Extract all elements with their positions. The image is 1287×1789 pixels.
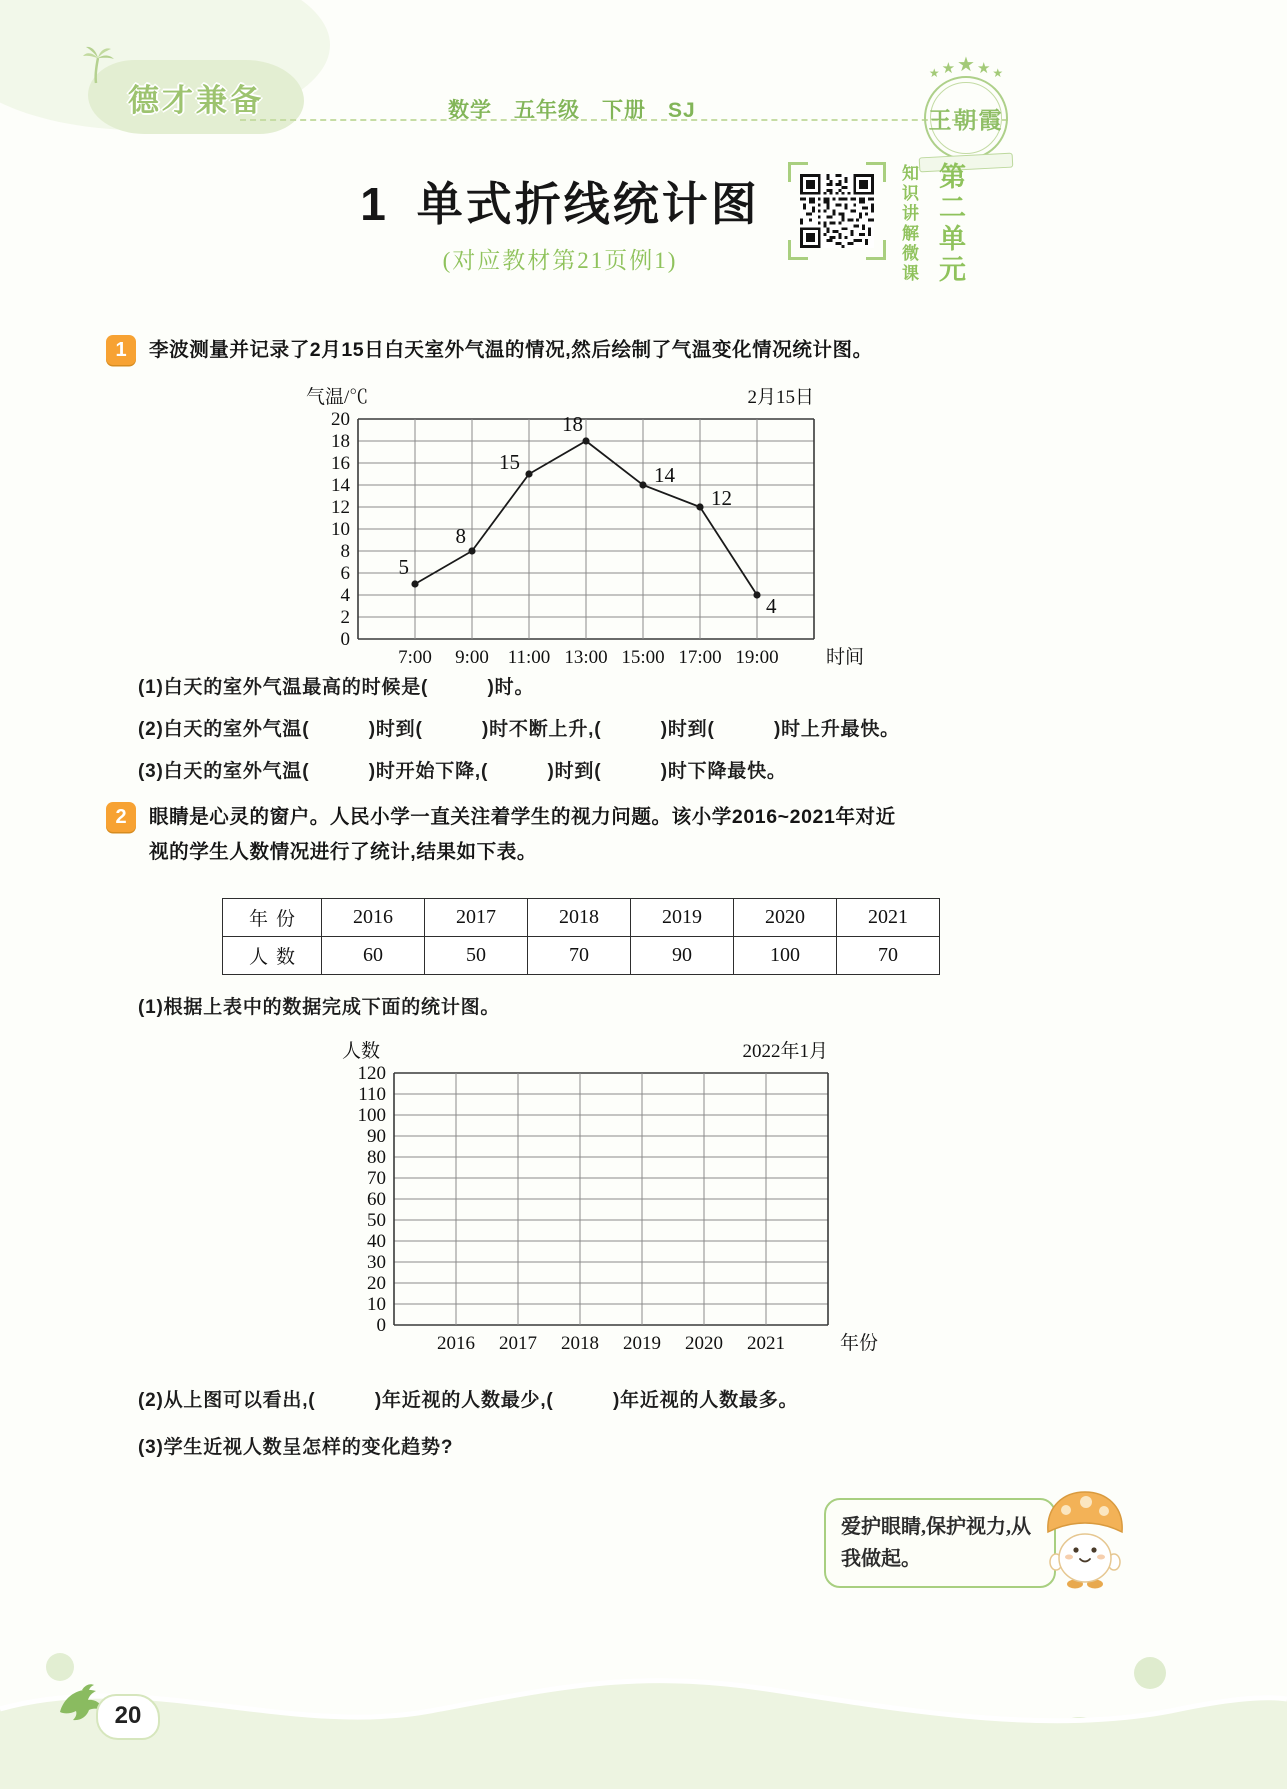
x-tick-label: 7:00	[398, 647, 432, 668]
page-title-text: 单式折线统计图	[416, 178, 760, 230]
table-cell: 70	[837, 937, 940, 975]
x-axis-title: 年份	[840, 1333, 879, 1354]
x-tick-label: 11:00	[507, 647, 551, 668]
problem-2-sub-question-1: (1)根据上表中的数据完成下面的统计图。	[138, 997, 501, 1018]
x-tick-label: 19:00	[735, 647, 779, 668]
y-axis-title: 气温/℃	[306, 387, 369, 408]
publisher-badge-name: 王朝霞	[928, 107, 1004, 133]
table-row-header: 年份	[223, 899, 322, 937]
temperature-line-chart	[276, 372, 866, 682]
x-tick-label: 2018	[561, 1333, 599, 1354]
x-tick-label: 17:00	[678, 647, 722, 668]
bottom-wave-decoration	[0, 1639, 1287, 1789]
mushroom-character-icon	[1042, 1486, 1128, 1598]
page-title-number: 1	[360, 178, 389, 230]
data-point	[582, 437, 589, 444]
y-tick-label: 0	[376, 1315, 386, 1336]
y-tick-label: 20	[331, 409, 350, 430]
data-point-label: 15	[499, 450, 520, 474]
data-point-label: 5	[398, 555, 409, 579]
page-number-text: 20	[114, 1702, 142, 1729]
data-point-label: 4	[766, 594, 777, 618]
problem-1-text: 李波测量并记录了2月15日白天室外气温的情况,然后绘制了气温变化情况统计图。	[149, 339, 873, 361]
problem-1-question-3: (3)白天的室外气温( )时开始下降,( )时到( )时下降最快。	[138, 761, 787, 782]
y-tick-label: 10	[367, 1294, 386, 1315]
y-tick-label: 40	[367, 1231, 386, 1252]
x-tick-label: 13:00	[564, 647, 608, 668]
stats-table	[222, 898, 940, 975]
y-tick-label: 120	[357, 1063, 386, 1084]
problem-1-question-2: (2)白天的室外气温( )时到( )时不断上升,( )时到( )时上升最快。	[138, 719, 900, 740]
y-axis-title: 人数	[342, 1041, 381, 1062]
data-point	[639, 481, 646, 488]
x-tick-label: 2020	[685, 1333, 723, 1354]
publisher-badge	[903, 52, 1029, 170]
qr-code	[788, 162, 886, 260]
x-axis-title: 时间	[826, 647, 865, 668]
empty-line-chart-grid	[318, 1028, 898, 1388]
y-tick-label: 10	[331, 519, 350, 540]
data-point	[411, 580, 418, 587]
y-tick-label: 12	[331, 497, 350, 518]
problem-2-question-3: (3)学生近视人数呈怎样的变化趋势?	[138, 1437, 454, 1458]
publisher-badge-circle	[924, 76, 1008, 160]
page-number	[96, 1694, 160, 1740]
y-tick-label: 110	[358, 1084, 386, 1105]
chart-title: 2022年1月	[742, 1041, 828, 1062]
problem-2-question-2: (2)从上图可以看出,( )年近视的人数最少,( )年近视的人数最多。	[138, 1390, 799, 1411]
problem-2-text: 眼睛是心灵的窗户。人民小学一直关注着学生的视力问题。该小学2016~2021年对近视的学生人数情况进行了统计,结果如下表。	[149, 806, 896, 863]
table-cell: 90	[631, 937, 734, 975]
y-tick-label: 30	[367, 1252, 386, 1273]
stars-icon: ★ ★ ★ ★ ★	[928, 54, 1004, 80]
y-tick-label: 70	[367, 1168, 386, 1189]
chart-title: 2月15日	[747, 387, 814, 408]
mascot-speech-bubble	[824, 1498, 1056, 1588]
problem-2	[106, 800, 907, 870]
header-course-label: 数学 五年级 下册 SJ	[448, 99, 696, 122]
y-tick-label: 4	[340, 585, 350, 606]
palm-tree-icon	[82, 44, 116, 84]
y-tick-label: 2	[340, 607, 350, 628]
data-point	[468, 547, 475, 554]
table-cell: 2020	[734, 899, 837, 937]
x-tick-label: 15:00	[621, 647, 665, 668]
table-row-header: 人数	[223, 937, 322, 975]
data-point-label: 18	[562, 412, 583, 436]
qr-caption-unit: 第二单元	[935, 162, 965, 286]
x-tick-label: 2016	[437, 1333, 475, 1354]
problem-1-question-1: (1)白天的室外气温最高的时候是( )时。	[138, 677, 535, 698]
data-point-label: 14	[654, 463, 675, 487]
table-cell: 2017	[425, 899, 528, 937]
table-cell: 100	[734, 937, 837, 975]
data-point	[525, 470, 532, 477]
table-cell: 2021	[837, 899, 940, 937]
y-tick-label: 16	[331, 453, 350, 474]
y-tick-label: 8	[340, 541, 350, 562]
table-cell: 2019	[631, 899, 734, 937]
y-tick-label: 50	[367, 1210, 386, 1231]
x-tick-label: 2017	[499, 1333, 537, 1354]
x-tick-label: 2021	[747, 1333, 785, 1354]
y-tick-label: 0	[340, 629, 350, 650]
table-row	[223, 899, 940, 937]
y-tick-label: 90	[367, 1126, 386, 1147]
y-tick-label: 14	[331, 475, 350, 496]
x-tick-label: 2019	[623, 1333, 661, 1354]
y-tick-label: 18	[331, 431, 350, 452]
table-cell: 70	[528, 937, 631, 975]
table-cell: 60	[322, 937, 425, 975]
brand-logo	[88, 60, 304, 134]
data-point	[696, 503, 703, 510]
mascot-speech-text: 爱护眼睛,保护视力,从我做起。	[841, 1516, 1031, 1570]
y-tick-label: 20	[367, 1273, 386, 1294]
y-tick-label: 80	[367, 1147, 386, 1168]
table-cell: 2018	[528, 899, 631, 937]
data-point-label: 8	[455, 524, 466, 548]
x-tick-label: 9:00	[455, 647, 489, 668]
problem-2-number: 2	[106, 802, 136, 832]
table-row	[223, 937, 940, 975]
problem-1	[106, 333, 1209, 368]
qr-caption-micro-lesson: 知识讲解微课	[899, 164, 918, 284]
data-point	[753, 591, 760, 598]
table-cell: 50	[425, 937, 528, 975]
y-tick-label: 6	[340, 563, 350, 584]
data-point-label: 12	[711, 486, 732, 510]
table-cell: 2016	[322, 899, 425, 937]
problem-1-number: 1	[106, 335, 136, 365]
qr-block	[788, 162, 970, 286]
y-tick-label: 60	[367, 1189, 386, 1210]
page-subtitle: (对应教材第21页例1)	[442, 248, 678, 273]
y-tick-label: 100	[357, 1105, 386, 1126]
brand-logo-text: 德才兼备	[128, 82, 264, 118]
